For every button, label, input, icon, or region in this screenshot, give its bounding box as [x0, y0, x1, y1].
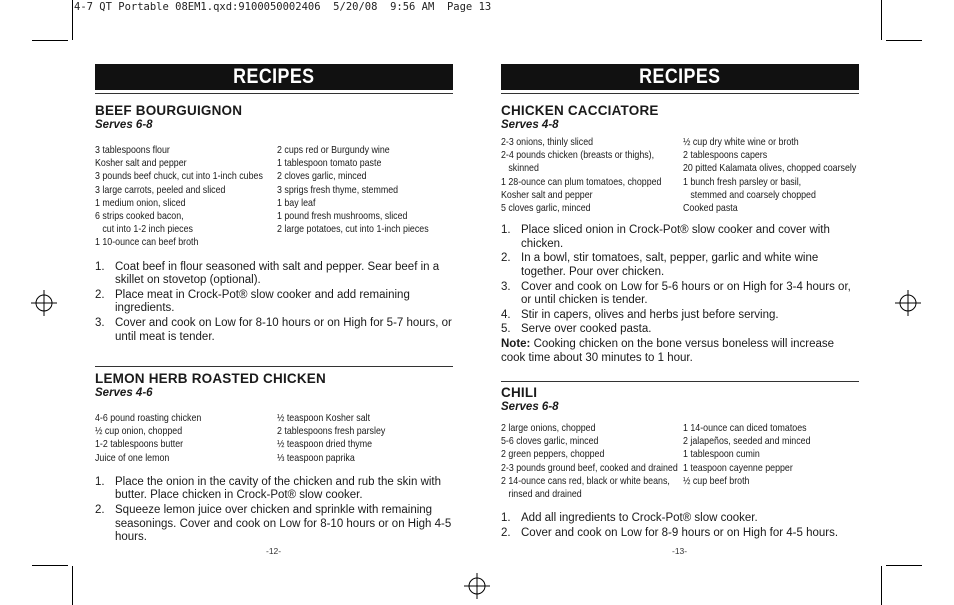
ingredient-line: 3 large carrots, peeled and sliced	[95, 184, 226, 196]
step-number: 4.	[501, 308, 511, 321]
registration-mark-icon	[464, 573, 490, 599]
registration-mark-icon	[895, 290, 921, 316]
ingredient-line: rinsed and drained	[501, 489, 582, 501]
step-item	[95, 289, 453, 316]
ingredient-line: 1 pound fresh mushrooms, sliced	[277, 211, 408, 223]
step-text: Coat beef in flour seasoned with salt and pepper. Sear beef in a skillet on stovetop (optional).	[115, 260, 440, 287]
steps	[501, 224, 859, 337]
step-item	[501, 309, 859, 323]
step-text: Cover and cook on Low for 5-6 hours or on High for 3-4 hours or, or until chicken is tender.	[521, 280, 851, 307]
ingredient-line: 1-2 tablespoons butter	[95, 439, 184, 451]
ingredients-col-2	[683, 136, 859, 215]
step-number: 2.	[501, 252, 511, 265]
page-number: -13-	[672, 546, 688, 556]
step-item	[95, 261, 453, 288]
recipe-title: BEEF BOURGUIGNON	[95, 103, 243, 118]
recipe-beef-bourguignon	[95, 96, 453, 345]
ingredient-line: 2 cups red or Burgundy wine	[277, 145, 390, 156]
ingredient-line: Kosher salt and pepper	[501, 189, 593, 201]
ingredient-line: 1 bunch fresh parsley or basil,	[683, 176, 802, 188]
step-item	[501, 512, 859, 526]
ingredient-line: 3 pounds beef chuck, cut into 1-inch cubes	[95, 171, 263, 183]
step-number: 3.	[95, 317, 105, 329]
ingredient-line: 2 large potatoes, cut into 1-inch pieces	[277, 224, 429, 236]
recipe-serves: Serves 6-8	[501, 401, 559, 413]
recipes-banner: RECIPES	[501, 64, 859, 90]
ingredients	[95, 412, 453, 465]
step-item	[501, 252, 859, 279]
page-number: -12-	[266, 546, 282, 556]
step-item	[95, 317, 453, 344]
registration-mark-icon	[31, 290, 57, 316]
ingredient-line: Cooked pasta	[683, 203, 738, 215]
note-text: Cooking chicken on the bone versus boneless will increase cook time about 30 minutes to 1 hour.	[501, 337, 835, 364]
step-item	[501, 323, 859, 337]
ingredients	[501, 136, 859, 215]
ingredient-line: 2 cloves garlic, minced	[277, 171, 367, 183]
crop-mark	[72, 566, 73, 605]
ingredient-line: 3 tablespoons flour	[95, 145, 170, 156]
step-number: 1.	[95, 475, 105, 488]
ingredients-col-1	[501, 136, 683, 215]
steps	[501, 512, 859, 540]
recipe-title: CHILI	[501, 385, 538, 400]
ingredient-line: skinned	[501, 163, 539, 175]
step-text: Place sliced onion in Crock-Pot® slow cooker and cover with chicken.	[521, 224, 830, 250]
step-text: Place meat in Crock-Pot® slow cooker and add remaining ingredients.	[115, 288, 410, 315]
ingredient-line: 2 large onions, chopped	[501, 423, 596, 434]
ingredient-line: 1 medium onion, sliced	[95, 197, 186, 209]
recipes-banner: RECIPES	[95, 64, 453, 90]
ingredient-line: ½ cup beef broth	[683, 475, 750, 487]
ingredient-line: 1 bay leaf	[277, 197, 316, 209]
step-text: Serve over cooked pasta.	[521, 323, 652, 336]
ingredient-line: 2-4 pounds chicken (breasts or thighs),	[501, 150, 655, 162]
ingredient-line: 4-6 pound roasting chicken	[95, 413, 202, 424]
crop-mark	[886, 565, 922, 566]
ingredient-line: ½ teaspoon dried thyme	[277, 439, 373, 451]
ingredient-line: 2-3 pounds ground beef, cooked and drained	[501, 462, 678, 474]
ingredient-line: 20 pitted Kalamata olives, chopped coarsely	[683, 163, 857, 175]
crop-mark	[72, 0, 73, 40]
ingredients-col-2	[277, 144, 453, 250]
ingredient-line: 2-3 onions, thinly sliced	[501, 137, 594, 148]
step-item	[501, 527, 859, 541]
steps	[95, 261, 453, 345]
step-number: 2.	[95, 504, 105, 516]
recipe-serves: Serves 6-8	[95, 119, 153, 131]
left-page	[95, 64, 453, 544]
ingredient-line: 2 tablespoons fresh parsley	[277, 426, 386, 438]
ingredients	[95, 144, 453, 250]
crop-mark	[881, 566, 882, 605]
step-number: 3.	[501, 280, 511, 293]
ingredients-col-1	[501, 422, 683, 501]
recipe-chicken-cacciatore	[501, 96, 859, 365]
ingredient-line: Juice of one lemon	[95, 452, 170, 464]
ingredient-line: 3 sprigs fresh thyme, stemmed	[277, 184, 399, 196]
ingredient-line: 6 strips cooked bacon,	[95, 211, 184, 223]
recipe-title: LEMON HERB ROASTED CHICKEN	[95, 371, 326, 386]
step-text: Stir in capers, olives and herbs just before serving.	[521, 308, 779, 321]
divider	[95, 93, 453, 94]
recipe-note	[501, 338, 859, 365]
crop-mark	[881, 0, 882, 40]
ingredient-line: 1 28-ounce can plum tomatoes, chopped	[501, 176, 662, 188]
ingredient-line: 2 jalapeños, seeded and minced	[683, 436, 811, 448]
step-item	[501, 281, 859, 308]
ingredient-line: cut into 1-2 inch pieces	[95, 224, 193, 236]
note-label: Note:	[501, 337, 531, 350]
ingredients-col-1	[95, 412, 277, 465]
step-number: 2.	[95, 288, 105, 301]
step-number: 2.	[501, 526, 511, 539]
recipe-serves: Serves 4-6	[95, 387, 153, 399]
step-number: 1.	[501, 224, 511, 237]
ingredient-line: 2 14-ounce cans red, black or white beans,	[501, 475, 670, 487]
ingredient-line: 1 14-ounce can diced tomatoes	[683, 423, 807, 434]
step-text: Add all ingredients to Crock-Pot® slow cooker.	[521, 512, 758, 525]
crop-mark	[886, 40, 922, 41]
step-item	[501, 224, 859, 251]
ingredient-line: ½ cup dry white wine or broth	[683, 137, 799, 148]
file-slug: 4-7 QT Portable 08EM1.qxd:9100050002406 5/20/08 9:56 AM Page 13	[74, 1, 492, 13]
step-text: In a bowl, stir tomatoes, salt, pepper, garlic and white wine together. Pour over chicken.	[521, 252, 819, 278]
steps	[95, 476, 453, 545]
ingredient-line: 1 tablespoon tomato paste	[277, 158, 382, 170]
ingredient-line: 5-6 cloves garlic, minced	[501, 436, 599, 448]
crop-mark	[32, 40, 68, 41]
ingredient-line: 2 tablespoons capers	[683, 150, 768, 162]
step-item	[95, 476, 453, 503]
recipe-serves: Serves 4-8	[501, 119, 559, 131]
step-number: 1.	[501, 512, 511, 525]
ingredients-col-2	[277, 412, 453, 465]
ingredient-line: stemmed and coarsely chopped	[683, 189, 816, 201]
ingredient-line: 1 teaspoon cayenne pepper	[683, 462, 793, 474]
step-text: Squeeze lemon juice over chicken and sprinkle with remaining seasonings. Cover and cook on Low for 8-10 hours or on High 4-5 hours.	[115, 504, 452, 544]
right-page	[501, 64, 859, 539]
ingredient-line: ½ teaspoon Kosher salt	[277, 413, 371, 424]
ingredient-line: ½ cup onion, chopped	[95, 426, 183, 438]
step-number: 1.	[95, 260, 105, 273]
ingredient-line: 1 tablespoon cumin	[683, 449, 760, 461]
ingredients	[501, 422, 859, 501]
step-text: Cover and cook on Low for 8-10 hours or on High for 5-7 hours, or until meat is tender.	[115, 317, 452, 343]
step-text: Place the onion in the cavity of the chicken and rub the skin with butter. Place chicken in Crock-Pot® slow cooker.	[115, 475, 442, 502]
ingredient-line: Kosher salt and pepper	[95, 158, 187, 170]
ingredient-line: ⅓ teaspoon paprika	[277, 452, 355, 464]
recipe-chili	[501, 378, 859, 541]
ingredient-line: 1 10-ounce can beef broth	[95, 237, 199, 249]
divider	[501, 93, 859, 94]
ingredients-col-2	[683, 422, 859, 501]
crop-mark	[32, 565, 68, 566]
recipe-lemon-herb-chicken	[95, 364, 453, 546]
step-number: 5.	[501, 323, 511, 336]
step-text: Cover and cook on Low for 8-9 hours or on High for 4-5 hours.	[521, 526, 839, 539]
ingredients-col-1	[95, 144, 277, 250]
ingredient-line: 2 green peppers, chopped	[501, 449, 605, 461]
step-item	[95, 504, 453, 545]
ingredient-line: 5 cloves garlic, minced	[501, 203, 591, 215]
recipe-title: CHICKEN CACCIATORE	[501, 103, 659, 118]
